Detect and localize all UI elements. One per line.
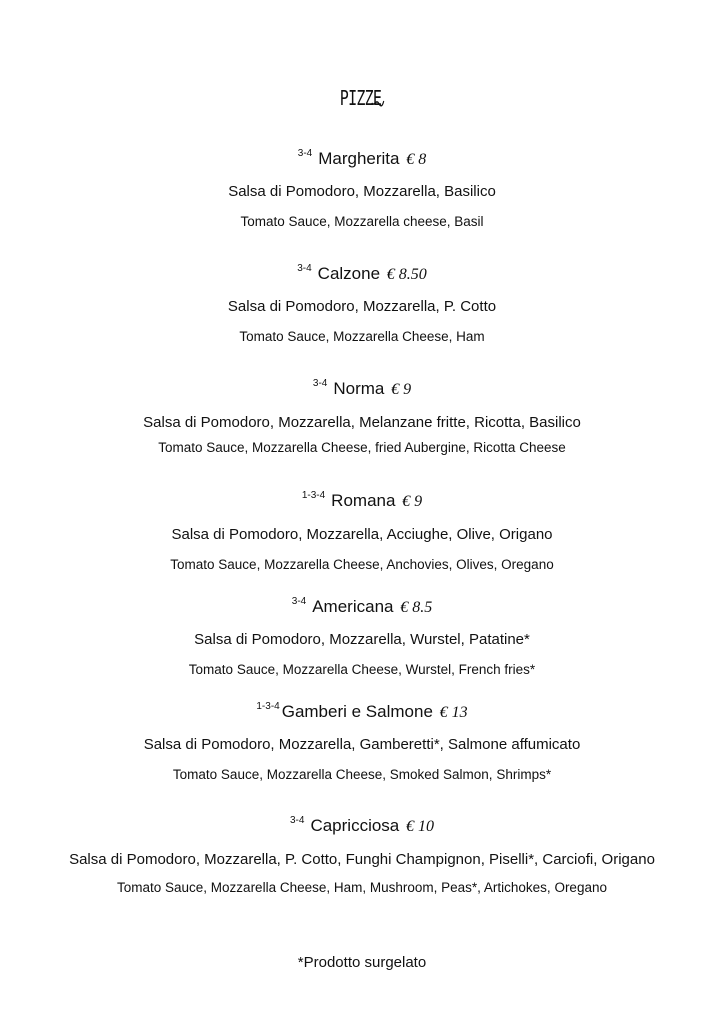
menu-item-capricciosa [0,811,724,896]
item-title [0,144,724,170]
menu-item-gamberi-e-salmone [0,697,724,783]
item-name: Norma [333,379,385,398]
item-description-english: Tomato Sauce, Mozzarella Cheese, Smoked Salmon, Shrimps* [172,767,552,782]
allergen-codes: 1-3-4 [301,490,326,501]
item-price: € 8.5 [400,599,433,616]
menu-item-romana [0,486,724,573]
item-description-italian: Salsa di Pomodoro, Mozzarella, Melanzane fritte, Ricotta, Basilico [143,414,581,431]
menu-item-americana [0,592,724,678]
menu-item-norma [0,374,724,456]
allergen-codes: 1-3-4 [256,701,280,712]
item-description-italian: Salsa di Pomodoro, Mozzarella, P. Cotto, Funghi Champignon, Piselli*, Carciofi, Origano [69,851,655,868]
squiggle-underline-icon [371,95,385,107]
item-name: Romana [331,491,396,510]
item-price: € 10 [406,818,434,835]
item-description-english: Tomato Sauce, Mozzarella Cheese, fried Aubergine, Ricotta Cheese [158,440,566,455]
item-description-english: Tomato Sauce, Mozzarella Cheese, Ham [239,329,485,344]
menu-item-calzone [0,259,724,345]
item-price: € 13 [439,704,468,721]
item-price: € 8 [406,151,427,168]
item-name: Americana [312,597,394,616]
item-title [0,259,724,285]
item-description-english: Tomato Sauce, Mozzarella Cheese, Anchovies, Olives, Oregano [170,557,554,572]
item-price: € 8.50 [386,266,427,283]
item-description-italian: Salsa di Pomodoro, Mozzarella, P. Cotto [227,298,497,315]
item-title [0,374,724,400]
item-description-english: Tomato Sauce, Mozzarella Cheese, Wurstel, French fries* [188,662,536,677]
item-name: Calzone [317,264,381,283]
item-title [0,697,724,723]
footnote-frozen-product: *Prodotto surgelato [297,954,427,971]
item-description-italian: Salsa di Pomodoro, Mozzarella, Wurstel, Patatine* [194,631,530,648]
allergen-codes: 3-4 [297,148,313,159]
allergen-codes: 3-4 [297,263,312,274]
menu-item-margherita [0,144,724,230]
item-title [0,486,724,512]
allergen-codes: 3-4 [290,815,305,826]
item-description-english: Tomato Sauce, Mozzarella Cheese, Ham, Mushroom, Peas*, Artichokes, Oregano [117,880,607,895]
allergen-codes: 3-4 [312,378,328,389]
item-description-italian: Salsa di Pomodoro, Mozzarella, Gamberetti*, Salmone affumicato [143,736,581,753]
item-name: Capricciosa [310,816,400,835]
item-price: € 9 [402,493,423,510]
item-title [0,592,724,618]
item-description-english: Tomato Sauce, Mozzarella cheese, Basil [240,214,484,229]
section-title-text: PIZZE [339,86,382,110]
item-name: Margherita [318,149,400,168]
item-name: Gamberi e Salmone [281,702,433,721]
item-description-italian: Salsa di Pomodoro, Mozzarella, Basilico [228,183,496,200]
item-title [0,811,724,837]
item-description-italian: Salsa di Pomodoro, Mozzarella, Acciughe, Olive, Origano [171,526,553,543]
item-price: € 9 [391,381,412,398]
section-title [91,86,634,110]
allergen-codes: 3-4 [291,596,307,607]
